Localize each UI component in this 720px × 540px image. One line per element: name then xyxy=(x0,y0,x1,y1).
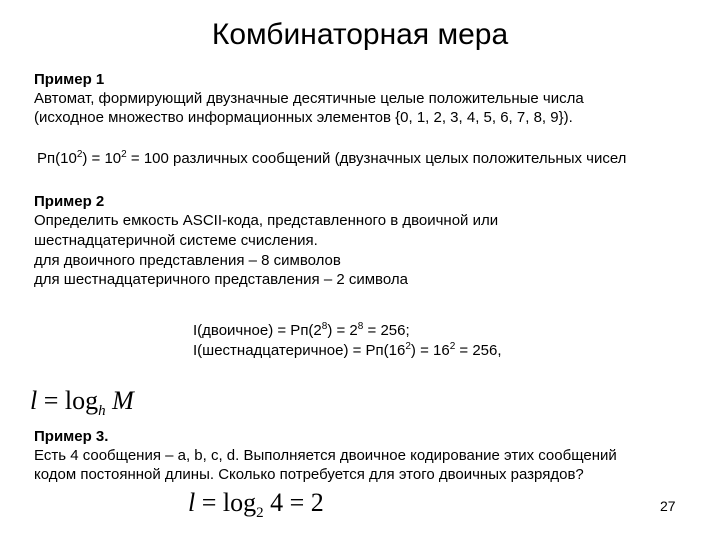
formula-base: h xyxy=(98,403,106,419)
exponent: 8 xyxy=(357,321,364,332)
example2-line1: Определить емкость ASCII-кода, представленного в двоичной или xyxy=(34,212,499,229)
formula-var-l: l xyxy=(30,386,38,415)
example3-heading: Пример 3. xyxy=(34,428,109,445)
formula-text: = log xyxy=(195,488,257,517)
exponent: 2 xyxy=(449,341,456,352)
example3-line2: кодом постоянной длины. Сколько потребуется для этого двоичных разрядов? xyxy=(34,466,584,483)
formula-text: I(шестнадцатеричное) = Рп(16 xyxy=(193,342,406,359)
formula-text: = 256, xyxy=(455,342,502,359)
slide-title: Комбинаторная мера xyxy=(211,18,509,51)
example2-line4: для шестнадцатеричного представления – 2 символа xyxy=(34,271,408,288)
exponent: 2 xyxy=(121,149,127,160)
example2-formula-binary xyxy=(193,321,410,341)
example1-formula xyxy=(37,149,626,169)
formula-base: 2 xyxy=(256,505,264,521)
example1-line1: Автомат, формирующий двузначные десятичные целые положительные числа xyxy=(34,90,584,107)
example2-line2: шестнадцатеричной системе счисления. xyxy=(34,232,318,249)
example1-heading: Пример 1 xyxy=(34,71,105,88)
formula-text: ) = 10 xyxy=(82,150,122,167)
example1-line2: (исходное множество информационных элементов {0, 1, 2, 3, 4, 5, 6, 7, 8, 9}). xyxy=(34,109,573,126)
formula-text: ) = 2 xyxy=(327,322,358,339)
formula-text: = log xyxy=(37,386,99,415)
example3-line1: Есть 4 сообщения – a, b, c, d. Выполняется двоичное кодирование этих сообщений xyxy=(34,447,617,464)
exponent: 8 xyxy=(321,321,328,332)
formula-var-l: l xyxy=(188,488,196,517)
log-formula xyxy=(30,386,134,419)
formula-var-m: M xyxy=(105,386,134,415)
page-number: 27 xyxy=(660,498,676,514)
formula-text: Рп(10 xyxy=(37,150,77,167)
formula-text: I(двоичное) = Рп(2 xyxy=(193,322,322,339)
log2-formula xyxy=(188,488,324,521)
exponent: 2 xyxy=(76,149,83,160)
formula-text: 4 = 2 xyxy=(263,488,324,517)
exponent: 2 xyxy=(405,341,411,352)
formula-text: ) = 16 xyxy=(410,342,450,359)
formula-text: = 100 различных сообщений (двузначных целых положительных чисел xyxy=(126,150,627,167)
example2-line3: для двоичного представления – 8 символов xyxy=(34,252,341,269)
formula-text: = 256; xyxy=(363,322,410,339)
example2-formula-hex xyxy=(193,341,502,361)
example2-heading: Пример 2 xyxy=(34,193,105,210)
